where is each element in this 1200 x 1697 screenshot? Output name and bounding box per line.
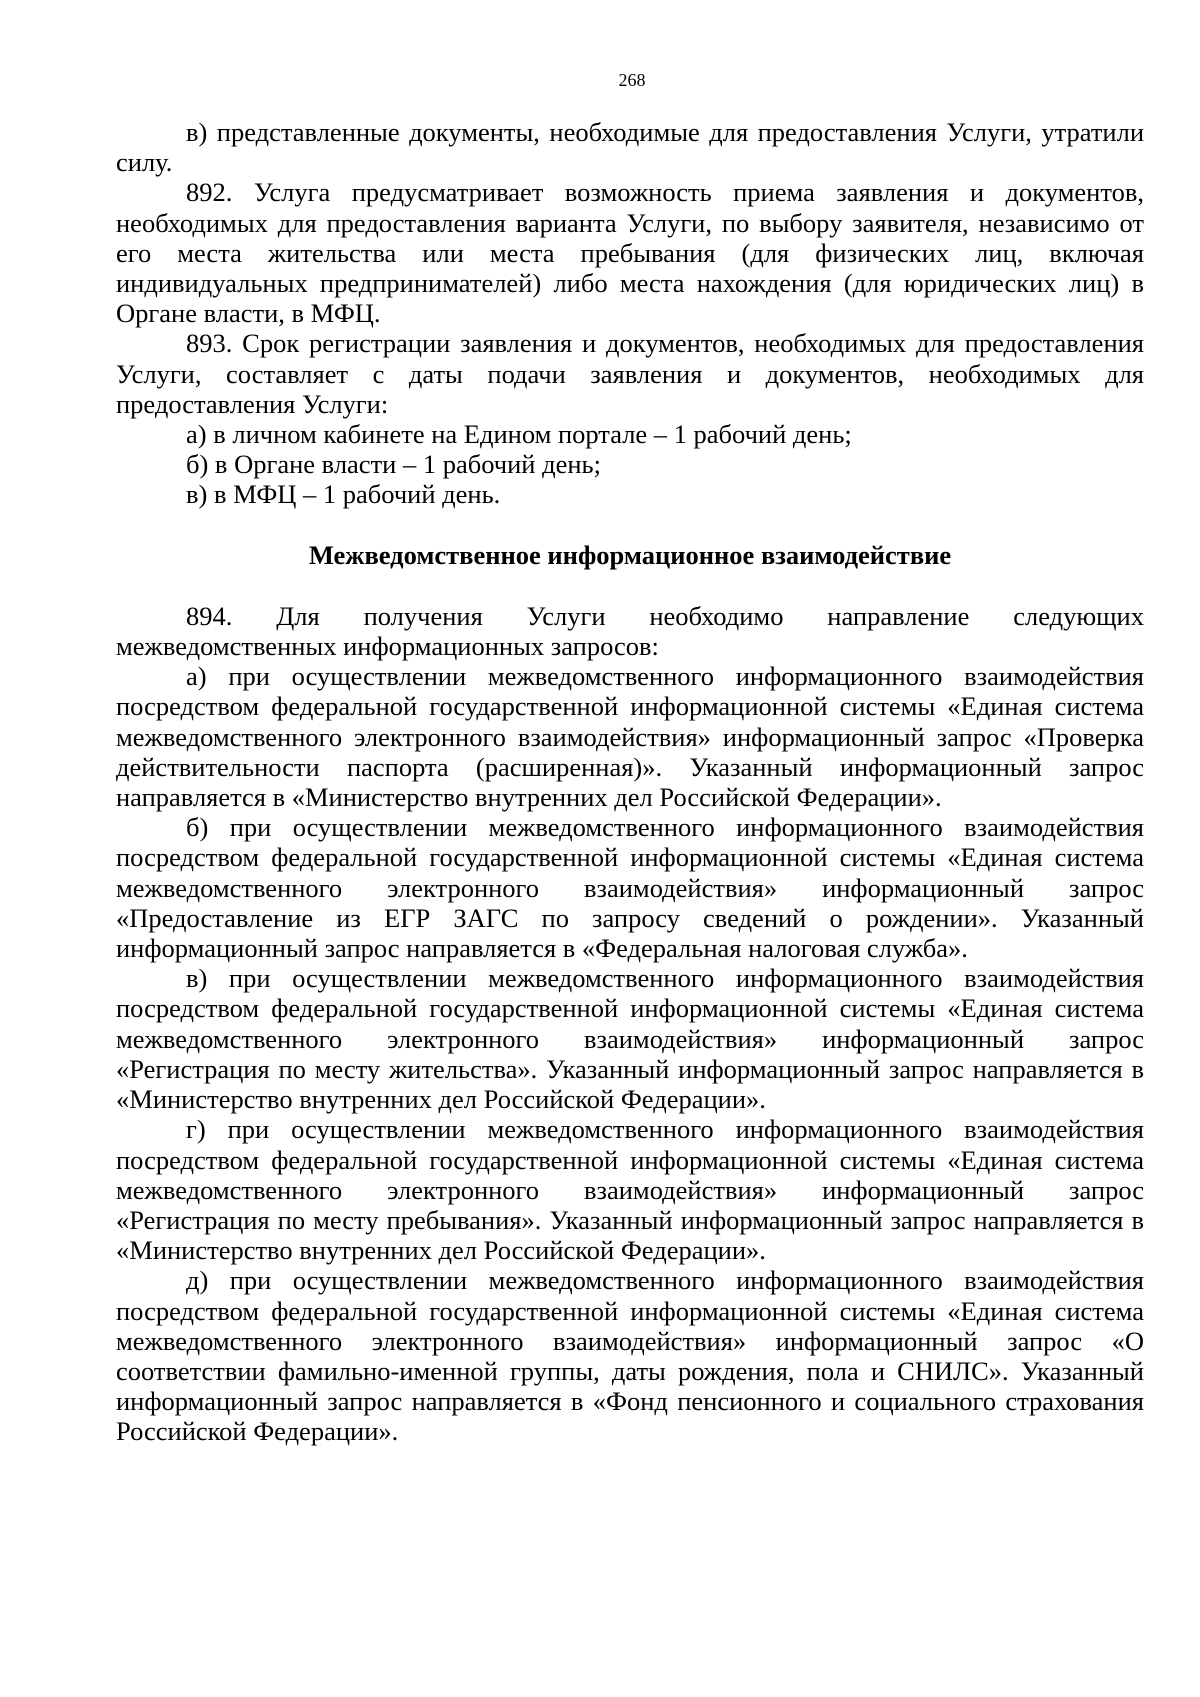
list-item: б) в Органе власти – 1 рабочий день;: [186, 449, 601, 480]
paragraph-893: 893. Срок регистрации заявления и документов, необходимых для предоставления Услуги, составляет с даты подачи заявления и документов, необходимых для предоставления Услуги:: [116, 328, 1144, 419]
paragraph-894: 894. Для получения Услуги необходимо направление следующих межведомственных информационных запросов:: [116, 600, 1144, 662]
list-item: а) при осуществлении межведомственного информационного взаимодействия посредством федеральной государственной информационной системы «Единая система межведомственного электронного взаимодействия» информационный запрос «Проверка действительности паспорта (расширенная)». Указанный информационный запрос направляется в «Министерство внутренних дел Российской Федерации».: [116, 661, 1144, 813]
list-item: а) в личном кабинете на Едином портале – 1 рабочий день;: [186, 419, 852, 450]
paragraph-892: 892. Услуга предусматривает возможность приема заявления и документов, необходимых для предоставления варианта Услуги, по выбору заявителя, независимо от его места жительства или места пребывания (для физических лиц, включая индивидуальных предпринимателей) либо места нахождения (для юридических лиц) в Органе власти, в МФЦ.: [116, 177, 1144, 329]
list-item: в) в МФЦ – 1 рабочий день.: [186, 479, 501, 510]
list-item: б) при осуществлении межведомственного информационного взаимодействия посредством федеральной государственной информационной системы «Единая система межведомственного электронного взаимодействия» информационный запрос «Предоставление из ЕГР ЗАГС по запросу сведений о рождении». Указанный информационный запрос направляется в «Федеральная налоговая служба».: [116, 812, 1144, 964]
section-heading: Межведомственное информационное взаимодействие: [308, 539, 952, 570]
list-item: в) при осуществлении межведомственного информационного взаимодействия посредством федеральной государственной информационной системы «Единая система межведомственного электронного взаимодействия» информационный запрос «Регистрация по месту жительства». Указанный информационный запрос направляется в «Министерство внутренних дел Российской Федерации».: [116, 963, 1144, 1115]
page-number: 268: [618, 70, 646, 90]
document-body: [116, 117, 1144, 1447]
paragraph: в) представленные документы, необходимые для предоставления Услуги, утратили силу.: [116, 117, 1144, 178]
list-item: д) при осуществлении межведомственного информационного взаимодействия посредством федеральной государственной информационной системы «Единая система межведомственного электронного взаимодействия» информационный запрос «О соответствии фамильно-именной группы, даты рождения, пола и СНИЛС». Указанный информационный запрос направляется в «Фонд пенсионного и социального страхования Российской Федерации».: [116, 1265, 1144, 1447]
list-item: г) при осуществлении межведомственного информационного взаимодействия посредством федеральной государственной информационной системы «Единая система межведомственного электронного взаимодействия» информационный запрос «Регистрация по месту пребывания». Указанный информационный запрос направляется в «Министерство внутренних дел Российской Федерации».: [116, 1114, 1144, 1266]
